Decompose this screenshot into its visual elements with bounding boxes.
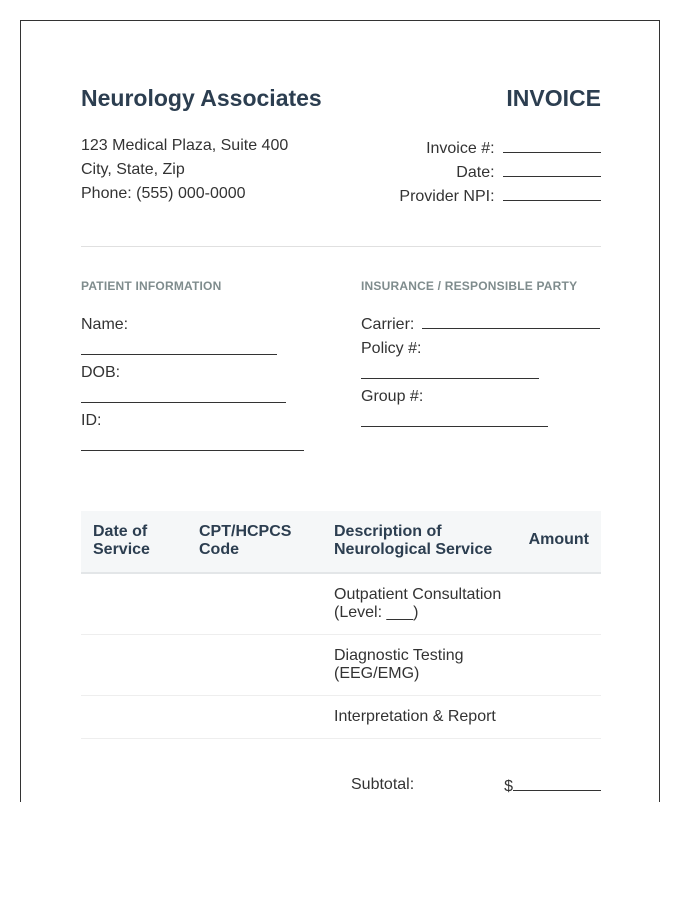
policy-line bbox=[361, 361, 601, 385]
patient-id-label: ID: bbox=[81, 412, 102, 429]
document-title: INVOICE bbox=[506, 85, 601, 111]
insurance-section-title: INSURANCE / RESPONSIBLE PARTY bbox=[361, 279, 578, 293]
table-row bbox=[81, 696, 601, 739]
patient-section-title: PATIENT INFORMATION bbox=[81, 279, 222, 293]
invoice-header bbox=[81, 81, 601, 231]
invoice-date-blank bbox=[503, 162, 601, 177]
table-header bbox=[81, 511, 601, 574]
group-line bbox=[361, 409, 601, 433]
invoice-number-blank bbox=[503, 138, 601, 153]
service-description: Interpretation & Report bbox=[334, 708, 496, 725]
table-row bbox=[81, 635, 601, 696]
company-address bbox=[81, 134, 288, 206]
patient-dob-line bbox=[81, 385, 321, 409]
table-row bbox=[81, 574, 601, 635]
patient-id-line bbox=[81, 433, 321, 457]
header-divider bbox=[81, 246, 601, 247]
carrier-row bbox=[361, 313, 601, 337]
policy-label: Policy #: bbox=[361, 340, 422, 357]
patient-dob-label: DOB: bbox=[81, 364, 121, 381]
patient-name-line bbox=[81, 337, 321, 361]
services-table bbox=[81, 511, 601, 739]
subtotal-label: Subtotal: bbox=[351, 776, 415, 793]
invoice-sheet bbox=[20, 20, 660, 802]
header-cpt-code: CPT/HCPCS Code bbox=[199, 523, 292, 558]
address-line-1: 123 Medical Plaza, Suite 400 bbox=[81, 137, 289, 154]
patient-info-section bbox=[81, 279, 321, 457]
insurance-section bbox=[361, 279, 601, 433]
address-line-2: City, State, Zip bbox=[81, 161, 185, 178]
subtotal-blank bbox=[513, 776, 601, 791]
invoice-content bbox=[81, 81, 601, 795]
company-name: Neurology Associates bbox=[81, 85, 322, 111]
currency-symbol: $ bbox=[504, 778, 513, 795]
company-phone: Phone: (555) 000-0000 bbox=[81, 185, 246, 202]
carrier-blank bbox=[422, 314, 600, 329]
provider-npi-label: Provider NPI: bbox=[399, 188, 495, 205]
invoice-number-label: Invoice #: bbox=[426, 140, 495, 157]
service-description: Diagnostic Testing (EEG/EMG) bbox=[334, 647, 464, 682]
header-date-of-service: Date of Service bbox=[93, 523, 150, 558]
patient-name-label: Name: bbox=[81, 316, 129, 333]
provider-npi-row bbox=[399, 185, 601, 209]
invoice-meta bbox=[399, 137, 601, 209]
carrier-label: Carrier: bbox=[361, 316, 415, 333]
group-label: Group #: bbox=[361, 388, 424, 405]
subtotal-row bbox=[81, 773, 601, 797]
invoice-date-label: Date: bbox=[456, 164, 495, 181]
invoice-date-row bbox=[399, 161, 601, 185]
header-description: Description of Neurological Service bbox=[334, 523, 493, 558]
invoice-number-row bbox=[399, 137, 601, 161]
header-amount: Amount bbox=[528, 531, 589, 548]
provider-npi-blank bbox=[503, 186, 601, 201]
service-description: Outpatient Consultation (Level: ___) bbox=[334, 586, 502, 621]
subtotal-value bbox=[504, 776, 601, 796]
